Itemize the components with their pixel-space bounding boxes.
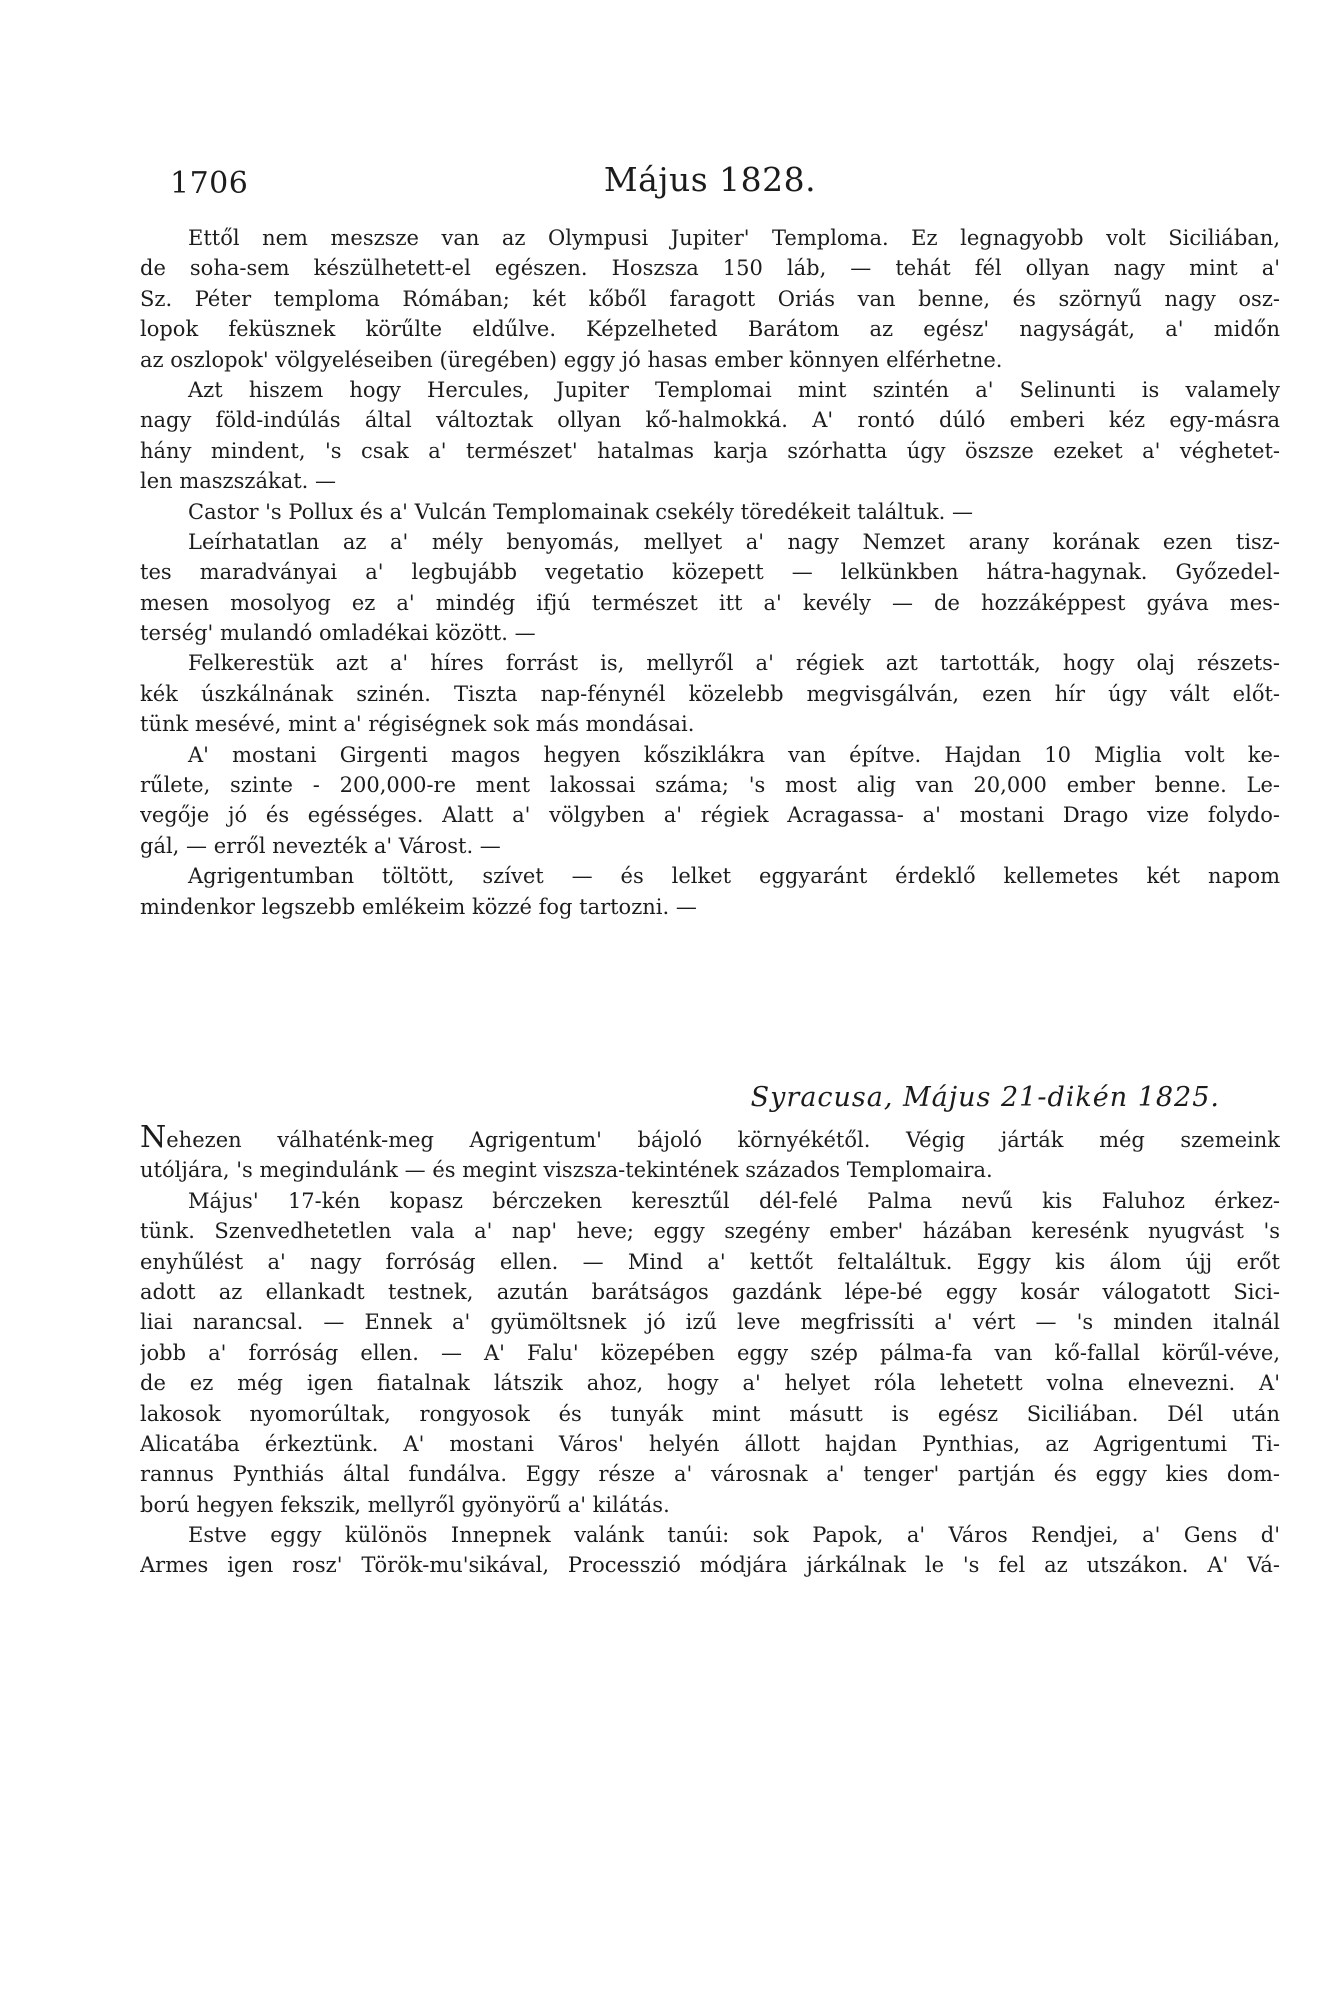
- text-line: Agrigentumban töltött, szívet — és lelket eggyaránt érdeklő kellemetes két napom: [188, 864, 1280, 889]
- text-line: gál, — erről nevezték a' Várost. —: [140, 833, 501, 858]
- text-line: rannus Pynthiás által fundálva. Eggy része a' városnak a' tenger' partján és eggy kies dom-: [140, 1462, 1280, 1487]
- text-line: Ettől nem meszsze van az Olympusi Jupiter' Temploma. Ez legnagyobb volt Siciliában,: [188, 226, 1280, 250]
- text-line: A' mostani Girgenti magos hegyen kősziklákra van építve. Hajdan 10 Miglia volt ke-: [188, 742, 1280, 767]
- text-line-first: [140, 1125, 1280, 1155]
- drop-cap: N: [140, 1125, 167, 1155]
- text-line: rűlete, szinte - 200,000-re ment lakossai száma; 's most alig van 20,000 ember benne. Le-: [140, 773, 1280, 798]
- text-line: ború hegyen fekszik, mellyről gyönyörű a' kilátás.: [140, 1492, 670, 1517]
- text-line: Leírhatatlan az a' mély benyomás, mellyet a' nagy Nemzet arany korának ezen tisz-: [188, 529, 1280, 554]
- text-line: de soha-sem készülhetett-el egészen. Hoszsza 150 láb, — tehát fél ollyan nagy mint a': [140, 256, 1280, 281]
- text-section-syracusa: [140, 1125, 1280, 1581]
- letter-dateline: Syracusa, Május 21-dikén 1825.: [750, 1082, 1220, 1113]
- text-line: vegője jó és egésséges. Alatt a' völgyben a' régiek Acragassa- a' mostani Drago vize folydo-: [140, 803, 1280, 828]
- text-line: de ez még igen fiatalnak látszik ahoz, hogy a' helyet róla lehetett volna elnevezni. A': [140, 1371, 1280, 1396]
- text-line: utóljára, 's megindulánk — és megint viszsza-tekintének százados Templomaira.: [140, 1158, 993, 1183]
- text-line: jobb a' forróság ellen. — A' Falu' közepében eggy szép pálma-fa van kő-fallal körűl-véve,: [140, 1340, 1280, 1365]
- first-line-text: ehezen válhaténk-meg Agrigentum' bájoló környékétől. Végig járták még szemeink: [166, 1128, 1280, 1152]
- text-line: az oszlopok' völgyeléseiben (üregében) eggy jó hasas ember könnyen elférhetne.: [140, 347, 1003, 372]
- text-line: Azt hiszem hogy Hercules, Jupiter Templomai mint szintén a' Selinunti is valamely: [188, 377, 1280, 402]
- text-line: adott az ellankadt testnek, azután barátságos gazdánk lépe-bé eggy kosár válogatott Sici-: [140, 1279, 1280, 1304]
- text-line: terség' mulandó omladékai között. —: [140, 621, 536, 646]
- text-line: enyhűlést a' nagy forróság ellen. — Mind a' kettőt feltaláltuk. Eggy kis álom újj erőt: [140, 1249, 1280, 1274]
- text-line: Alicatába érkeztünk. A' mostani Város' helyén állott hajdan Pynthias, az Agrigentumi Ti-: [140, 1431, 1280, 1456]
- running-title: Május 1828.: [603, 160, 817, 199]
- text-line: len maszszákat. —: [140, 469, 337, 494]
- text-line: Felkerestük azt a' híres forrást is, mellyről a' régiek azt tartották, hogy olaj részets-: [188, 651, 1280, 676]
- page-number: 1706: [170, 166, 249, 201]
- text-line: Május' 17-kén kopasz bérczeken keresztűl dél-felé Palma nevű kis Faluhoz érkez-: [188, 1188, 1280, 1213]
- text-line: tünk. Szenvedhetetlen vala a' nap' heve; eggy szegény ember' házában keresénk nyugvást 's: [140, 1219, 1280, 1244]
- text-line: mindenkor legszebb emlékeim közzé fog tartozni. —: [140, 894, 697, 919]
- text-line: lopok feküsznek körűlte eldűlve. Képzelheted Barátom az egész' nagyságát, a' midőn: [140, 317, 1280, 342]
- text-line: liai narancsal. — Ennek a' gyümöltsnek jó izű leve megfrissíti a' vért — 's minden italnál: [140, 1310, 1280, 1335]
- text-line: Sz. Péter temploma Rómában; két kőből faragott Oriás van benne, és szörnyű nagy osz-: [140, 286, 1280, 311]
- text-line: hány mindent, 's csak a' természet' hatalmas karja szórhatta úgy öszsze ezeket a' véghetet-: [140, 438, 1280, 463]
- page-header: [140, 160, 1280, 220]
- text-section-agrigentum: [140, 223, 1280, 922]
- text-line: mesen mosolyog ez a' mindég ifjú természet itt a' kevély — de hozzáképpest gyáva mes-: [140, 590, 1280, 615]
- text-line: Armes igen rosz' Török-mu'sikával, Processzió módjára járkálnak le 's fel az utszákon. A' Vá-: [140, 1553, 1280, 1578]
- text-line: kék úszkálnának szinén. Tiszta nap-fénynél közelebb megvisgálván, ezen hír úgy vált előt-: [140, 681, 1280, 706]
- text-line: nagy föld-indúlás által változtak ollyan kő-halmokká. A' rontó dúló emberi kéz egy-másra: [140, 408, 1280, 433]
- text-line: Estve eggy különös Innepnek valánk tanúi: sok Papok, a' Város Rendjei, a' Gens d': [188, 1523, 1280, 1548]
- text-line: lakosok nyomorúltak, rongyosok és tunyák mint másutt is egész Siciliában. Dél után: [140, 1401, 1280, 1426]
- text-line: tes maradványai a' legbujább vegetatio közepett — lelkünkben hátra-hagynak. Győzedel-: [140, 560, 1280, 585]
- text-line: Castor 's Pollux és a' Vulcán Templomainak csekély töredékeit találtuk. —: [188, 499, 974, 524]
- text-line: tünk mesévé, mint a' régiségnek sok más mondásai.: [140, 712, 695, 737]
